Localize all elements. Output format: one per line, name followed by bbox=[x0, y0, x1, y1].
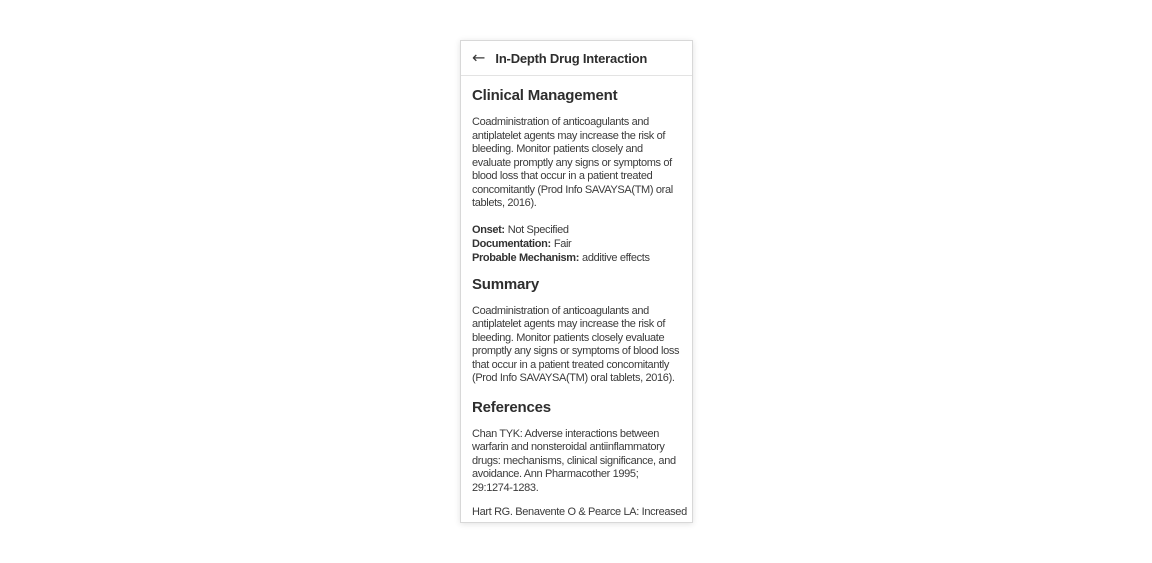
back-arrow-icon: ← bbox=[472, 48, 486, 67]
detail-probable-mechanism bbox=[472, 251, 681, 265]
summary-heading: Summary bbox=[472, 275, 539, 293]
detail-probable-mechanism-label: Probable Mechanism: bbox=[472, 251, 580, 264]
detail-onset-label: Onset: bbox=[472, 223, 505, 236]
reference-item: Hart RG. Benavente O & Pearce LA: Increased bbox=[472, 506, 687, 518]
clinical-management-text: Coadministration of anticoagulants and antiplatelet agents may increase the risk of bleeding. Monitor patients closely and evaluate promptly any signs or symptoms of blood loss that occur in a patient treated concomitantly (Prod Info SAVAYSA(TM) oral tablets, 2016). bbox=[472, 116, 673, 209]
detail-documentation bbox=[472, 237, 681, 251]
panel-content[interactable] bbox=[461, 76, 692, 520]
interaction-details bbox=[472, 223, 681, 265]
reference-item: Chan TYK: Adverse interactions between warfarin and nonsteroidal antiinflammatory drugs: mechanisms, clinical significance, and avoidance. Ann Pharmacother 1995; 29:1274-1283. bbox=[472, 427, 676, 494]
detail-documentation-label: Documentation: bbox=[472, 237, 551, 250]
detail-probable-mechanism-value: additive effects bbox=[582, 251, 650, 264]
references-heading: References bbox=[472, 398, 551, 416]
detail-documentation-value: Fair bbox=[553, 237, 572, 250]
clinical-management-heading: Clinical Management bbox=[472, 87, 618, 104]
panel-title: In-Depth Drug Interaction bbox=[495, 50, 648, 66]
detail-onset-value: Not Specified bbox=[507, 223, 569, 236]
detail-onset bbox=[472, 223, 681, 237]
drug-interaction-panel bbox=[460, 40, 693, 523]
panel-header bbox=[461, 41, 692, 76]
summary-text: Coadministration of anticoagulants and antiplatelet agents may increase the risk of bleeding. Monitor patients closely evaluate promptly any signs or symptoms of blood loss that occur in a patient treated concomitantly (Prod Info SAVAYSA(TM) oral tablets, 2016). bbox=[472, 304, 680, 384]
back-button[interactable] bbox=[472, 50, 485, 66]
